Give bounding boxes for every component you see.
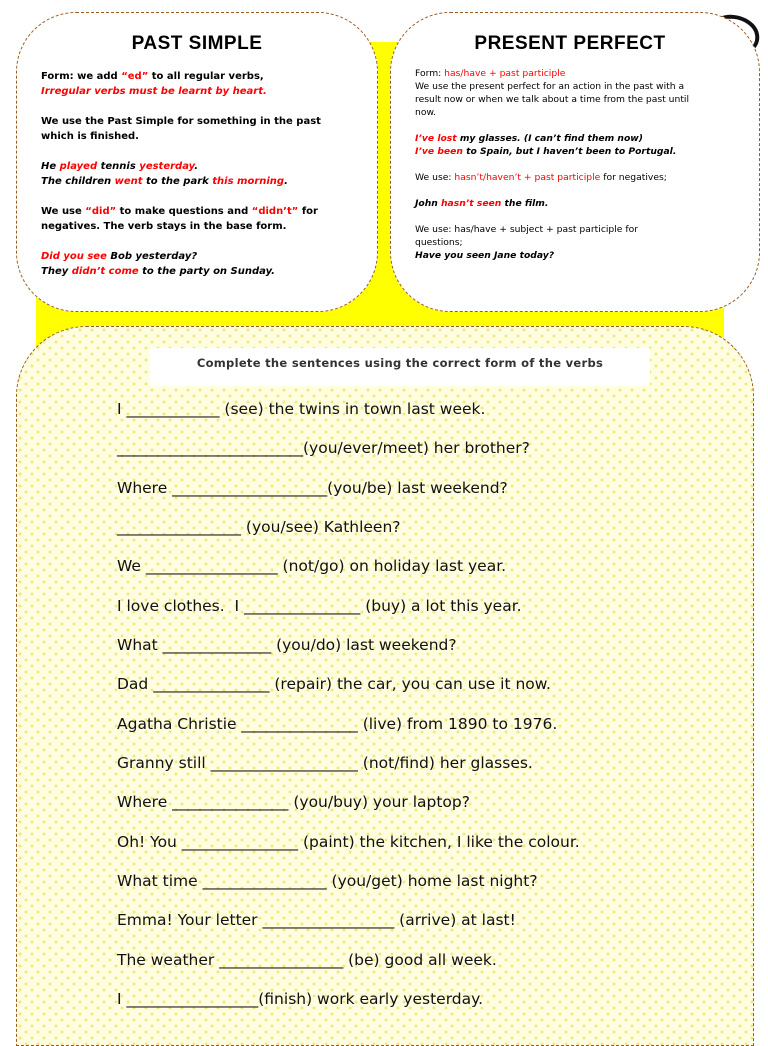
example-3: Did you see Bob yesterday? [41, 251, 198, 262]
exercise-sentence-9[interactable]: Agatha Christie _______________ (live) from 1890 to 1976. [117, 715, 558, 733]
exercise-sentence-4[interactable]: ________________ (you/see) Kathleen? [117, 518, 401, 536]
exercise-sentence-8[interactable]: Dad _______________ (repair) the car, you can use it now. [117, 675, 551, 693]
exercise-sentence-6[interactable]: I love clothes. I _______________ (buy) a lot this year. [117, 597, 522, 615]
exercise-sentence-3[interactable]: Where ____________________(you/be) last weekend? [117, 479, 508, 497]
use-line-2: which is finished. [41, 131, 139, 142]
example-2: I’ve been to Spain, but I haven’t been to Portugal. [415, 146, 677, 157]
use-line-3: now. [415, 107, 437, 118]
example-3: John hasn’t seen the film. [415, 198, 549, 209]
exercise-sentence-11[interactable]: Where _______________ (you/buy) your laptop? [117, 793, 470, 811]
question-rule-2: questions; [415, 237, 463, 248]
example-4: They didn’t come to the party on Sunday. [41, 266, 275, 277]
exercise-sentence-10[interactable]: Granny still ___________________ (not/find) her glasses. [117, 754, 533, 772]
exercise-instruction: Complete the sentences using the correct form of the verbs [196, 356, 604, 370]
example-1: He played tennis yesterday. [41, 161, 199, 172]
exercise-sentence-14[interactable]: Emma! Your letter _________________ (arrive) at last! [117, 911, 516, 929]
exercise-sentence-1[interactable]: I ____________ (see) the twins in town last week. [117, 400, 486, 418]
example-4: Have you seen Jane today? [415, 250, 555, 261]
present-perfect-title: PRESENT PERFECT [474, 33, 666, 54]
example-2: The children went to the park this morning. [41, 176, 288, 187]
use-line-1: We use the Past Simple for something in the past [41, 116, 321, 127]
negative-rule: We use: hasn’t/haven’t + past participle for negatives; [415, 172, 667, 183]
exercise-sentence-12[interactable]: Oh! You _______________ (paint) the kitchen, I like the colour. [117, 833, 580, 851]
past-simple-body [41, 69, 361, 279]
exercise-sentence-13[interactable]: What time ________________ (you/get) home last night? [117, 872, 538, 890]
exercise-sentence-15[interactable]: The weather ________________ (be) good all week. [117, 951, 497, 969]
past-simple-card [16, 12, 378, 312]
form-line: Form: we add “ed” to all regular verbs, [41, 71, 264, 82]
form-line: Form: has/have + past participle [415, 68, 566, 79]
use-line-2: result now or when we talk about a time from the past until [415, 94, 690, 105]
question-rule-2: negatives. The verb stays in the base form. [41, 221, 287, 232]
exercise-sentence-5[interactable]: We _________________ (not/go) on holiday last year. [117, 557, 507, 575]
present-perfect-card [390, 12, 760, 312]
example-1: I’ve lost my glasses. (I can’t find them now) [415, 133, 643, 144]
use-line-1: We use the present perfect for an action in the past with a [415, 81, 685, 92]
exercise-sentence-16[interactable]: I _________________(finish) work early yesterday. [117, 990, 484, 1008]
exercise-sentence-7[interactable]: What ______________ (you/do) last weekend? [117, 636, 457, 654]
question-rule-1: We use: has/have + subject + past participle for [415, 224, 639, 235]
exercise-sentence-2[interactable]: ________________________(you/ever/meet) her brother? [117, 439, 530, 457]
present-perfect-body [415, 67, 735, 262]
irregular-note: Irregular verbs must be learnt by heart. [41, 86, 267, 97]
past-simple-title: PAST SIMPLE [131, 33, 263, 54]
question-rule-1: We use “did” to make questions and “didn’t” for [41, 206, 318, 217]
